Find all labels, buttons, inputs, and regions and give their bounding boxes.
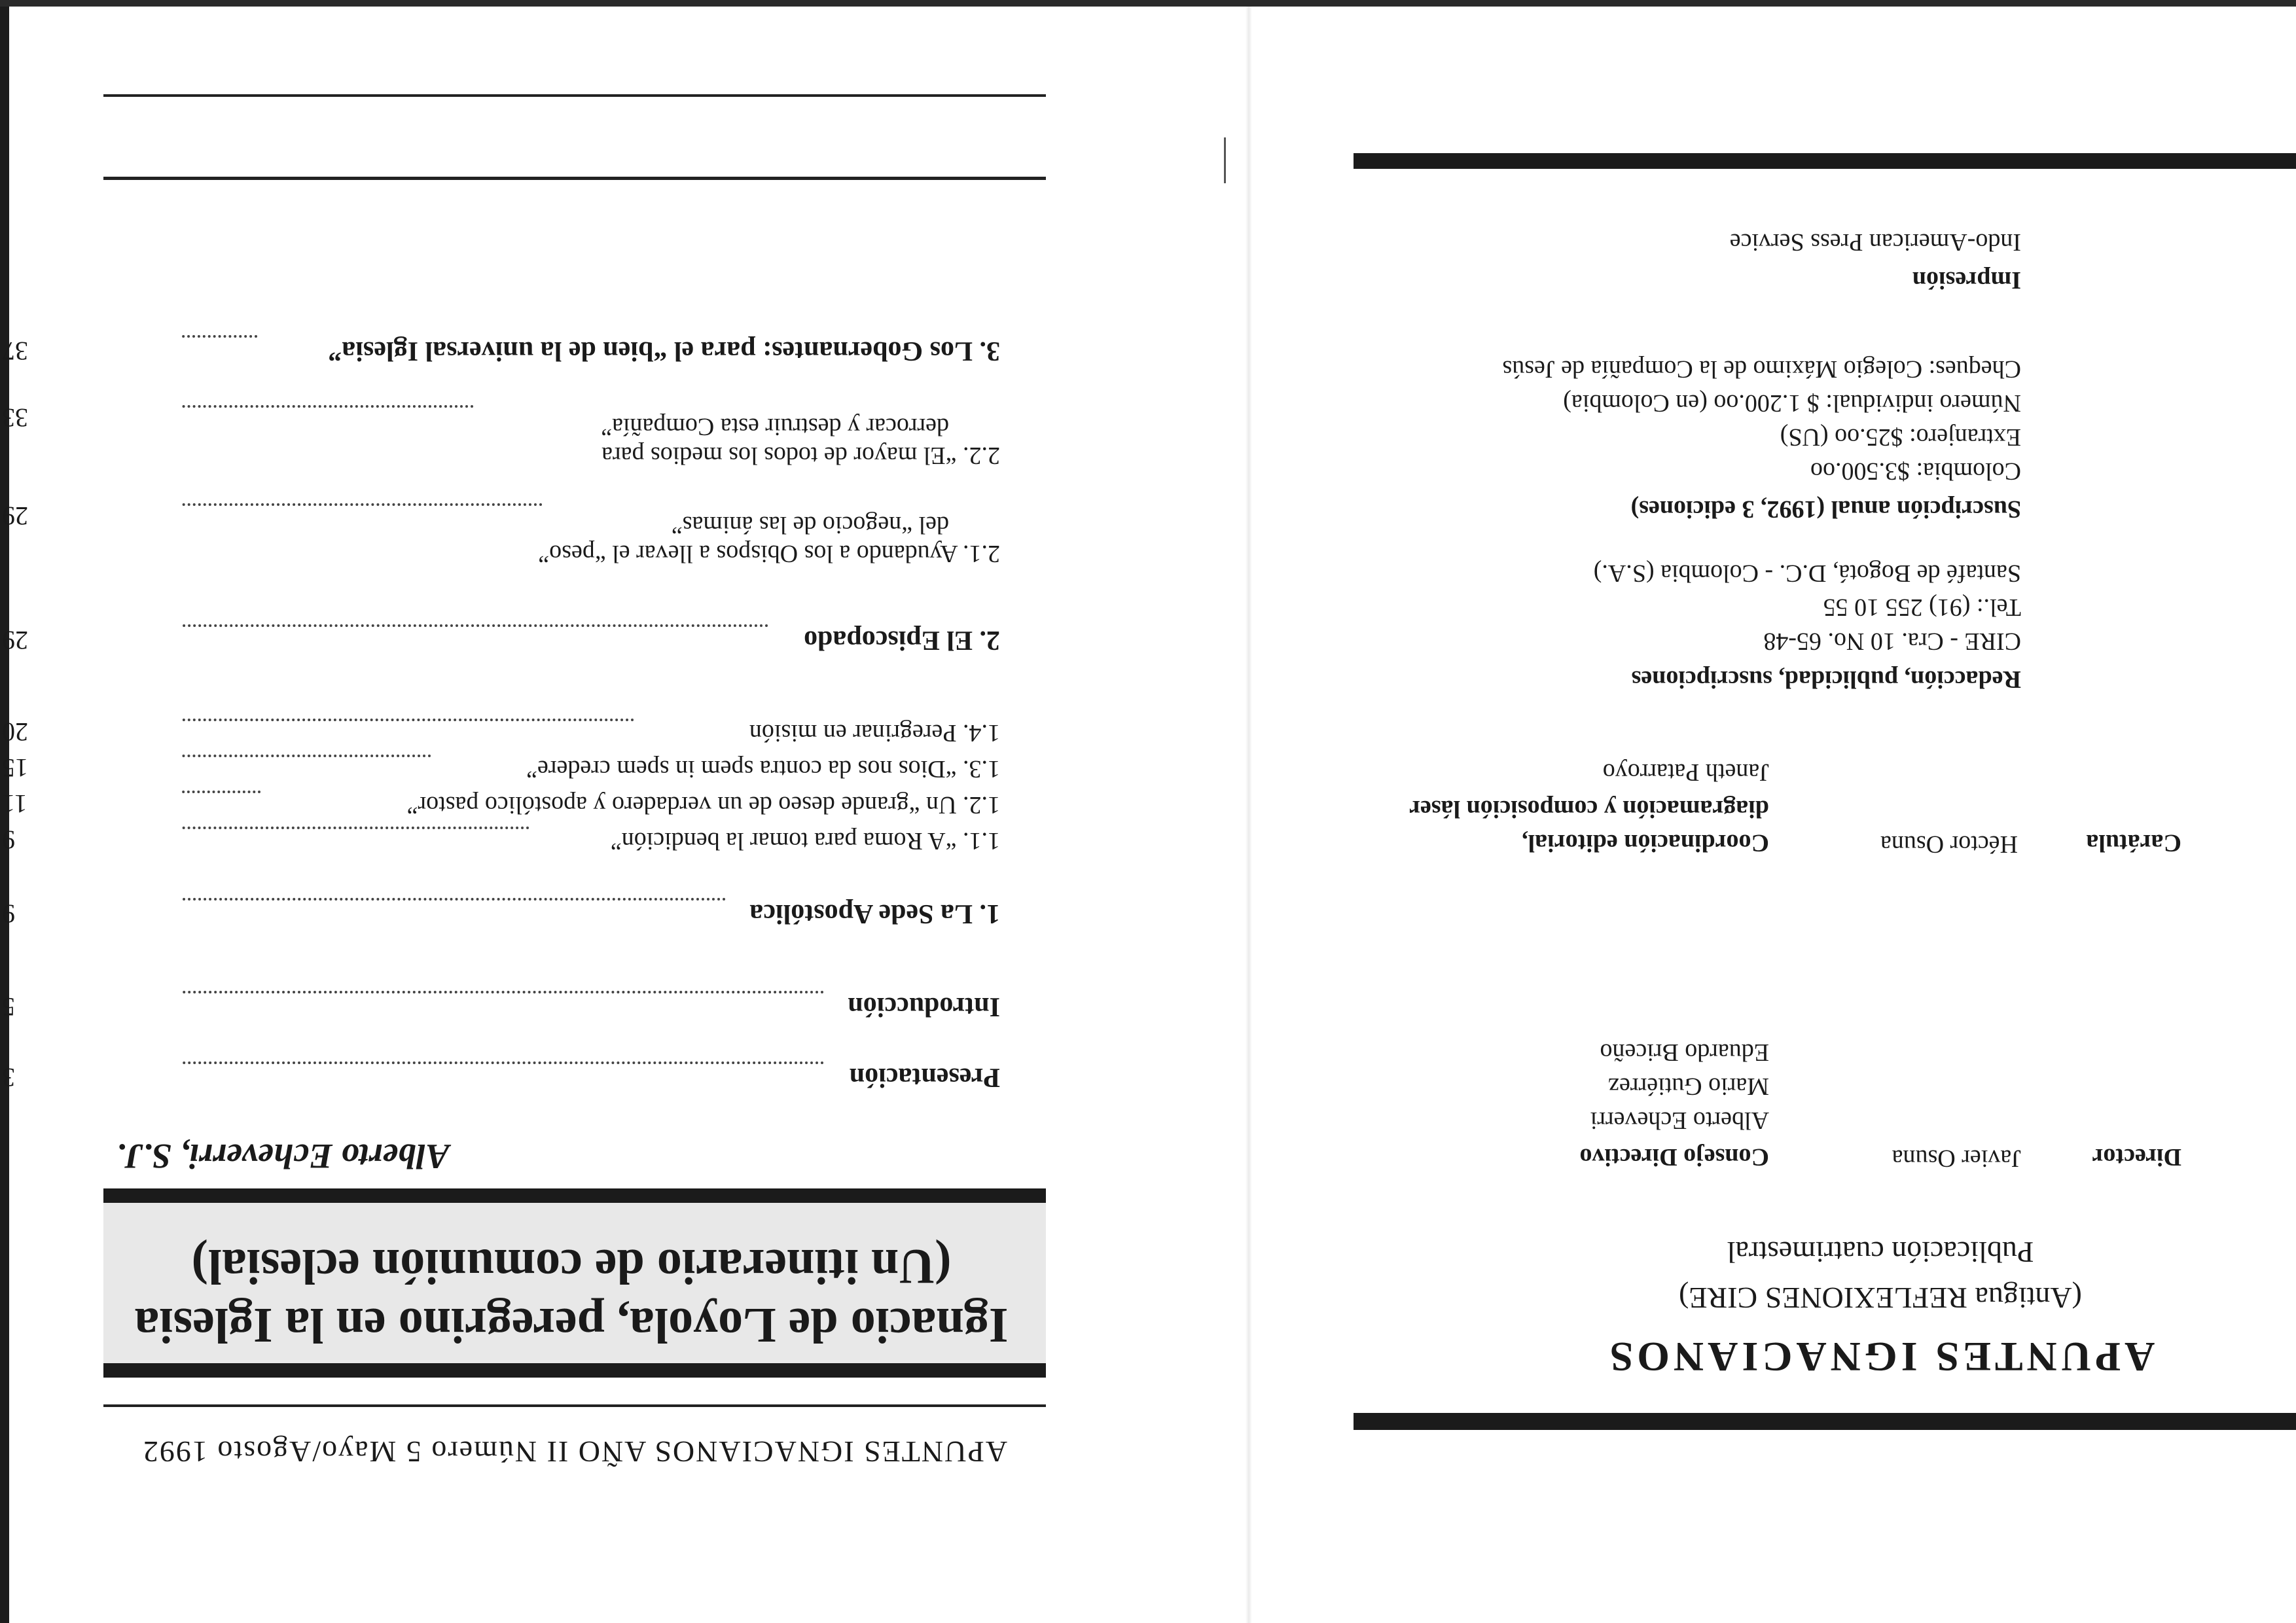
header-rule <box>103 1404 1046 1407</box>
toc-entry: 1. La Sede Apostólica <box>749 899 1000 929</box>
coordinacion-label-line2: diagramación y composición láser <box>1409 795 1769 823</box>
toc-entry-line1: 2.2. “El mayor de todos los medios para <box>601 442 1000 469</box>
toc-entry: 2. El Episcopado <box>804 625 1000 655</box>
toc-leader <box>182 405 473 408</box>
toc-leader <box>182 624 768 627</box>
toc-entry: 1.3. “Dios nos da contra spem in spem credere” <box>526 755 1000 783</box>
toc-entry-line2: derrocar y destruir esta Compañía” <box>601 413 949 440</box>
title-bottom-bar <box>103 1188 1046 1203</box>
impresion-value: Indo-American Press Service <box>1729 228 2021 256</box>
toc-page-number: 33 <box>2 403 28 433</box>
director-name: Javier Osuna <box>1892 1145 2021 1172</box>
toc-page-number: 3 <box>2 1063 15 1092</box>
suscripcion-label: Suscripción anual (1992, 3 ediciones) <box>1630 495 2021 523</box>
city-line: Santafé de Bogotá, D.C. - Colombia (S.A.) <box>1593 560 2021 587</box>
toc-entry-line2: del “negocio de las ánimas” <box>671 511 949 539</box>
toc-entry: 1.2. Un “grande deseo de un verdadero y apostólico pastor” <box>406 791 1000 819</box>
price-line: Extranjero: $25.oo (US) <box>1780 423 2021 451</box>
coordinacion-name: Janeth Patarroyo <box>1602 758 1769 786</box>
toc-leader <box>182 755 431 757</box>
top-bar <box>1354 1413 2296 1430</box>
publication-frequency: Publicación cuatrimestral <box>1727 1236 2034 1269</box>
toc-entry-line1: 2.1. Ayudando a los Obispos a llevar el “peso” <box>538 540 1000 567</box>
toc-leader <box>182 991 823 993</box>
credits-page <box>1249 0 2296 1623</box>
toc-row[interactable] <box>2 816 1000 855</box>
toc-entry <box>601 412 1000 470</box>
toc-page-number: 11 <box>2 789 27 819</box>
toc-page-number: 29 <box>2 501 28 531</box>
coordinacion-label: Coordinación editorial, <box>1522 829 1769 857</box>
article-subtitle: (Un itinerario de comunión eclesial) <box>191 1239 952 1294</box>
toc-row[interactable] <box>2 744 1000 783</box>
consejo-label: Consejo Directivo <box>1579 1143 1769 1171</box>
toc-entry: 3. Los Gobernantes: para el “bien de la universal Iglesia” <box>328 336 1000 366</box>
toc-page-number: 9 <box>2 899 15 929</box>
toc-leader <box>182 791 260 793</box>
title-box <box>103 1203 1046 1363</box>
cheques-line: Cheques: Colegio Máximo de la Compañía de Jesús <box>1502 355 2021 383</box>
toc-leader <box>182 503 542 506</box>
gutter-mark <box>1224 137 1226 183</box>
toc-row[interactable] <box>2 890 1000 929</box>
toc-leader <box>182 898 725 901</box>
toc-page-number: 9 <box>2 825 15 855</box>
toc-leader <box>182 719 634 721</box>
toc-page-number: 29 <box>2 626 28 655</box>
redaccion-address <box>1594 556 2021 658</box>
issue-header: APUNTES IGNACIANOS AÑO II Número 5 Mayo/Agosto 1992 <box>141 1435 1008 1469</box>
toc-row[interactable] <box>2 398 1000 470</box>
consejo-member: Eduardo Briceño <box>1600 1039 1769 1066</box>
toc-row[interactable] <box>2 780 1000 819</box>
toc-row[interactable] <box>2 708 1000 747</box>
toc-entry: 1.4. Peregrinar en misión <box>749 719 1000 747</box>
toc-leader <box>182 1061 823 1064</box>
toc-entry <box>538 510 1000 568</box>
footer-rule-2 <box>103 94 1046 97</box>
article-author: Alberto Echeverri, S.J. <box>117 1137 450 1176</box>
consejo-member: Mario Gutiérrez <box>1608 1073 1769 1100</box>
article-title: Ignacio de Loyola, peregrino en la Iglesia <box>134 1298 1009 1353</box>
journal-subtitle: (Antigua REFLEXIONES CIRE) <box>1679 1281 2082 1315</box>
toc-leader <box>182 827 529 829</box>
consejo-members <box>1590 1035 1769 1137</box>
caratula-label: Carátula <box>2086 829 2181 857</box>
toc-entry: 1.1. “A Roma para tomar la bendición” <box>610 827 1000 855</box>
caratula-name: Héctor Osuna <box>1880 830 2018 858</box>
toc-row[interactable] <box>2 616 1000 656</box>
redaccion-label: Redacción, publicidad, suscripciones <box>1631 666 2021 693</box>
toc-page-number: 15 <box>2 753 28 783</box>
contents-page <box>0 0 1098 1623</box>
journal-title: APUNTES IGNACIANOS <box>1605 1334 2155 1380</box>
toc-page-number: 5 <box>2 992 15 1022</box>
toc-page-number: 37 <box>2 336 28 366</box>
toc-row[interactable] <box>2 983 1000 1022</box>
toc-leader <box>182 335 257 338</box>
toc-page-number: 20 <box>2 717 28 747</box>
footer-rule-1 <box>103 177 1046 180</box>
price-line: Número individual: $ 1.200.oo (en Colombia) <box>1563 389 2021 417</box>
consejo-member: Alberto Echeverri <box>1590 1107 1769 1134</box>
price-line: Colombia: $3.500.oo <box>1810 457 2021 485</box>
bottom-bar <box>1354 153 2296 169</box>
toc-row[interactable] <box>2 1054 1000 1093</box>
impresion-label: Impresión <box>1912 266 2021 294</box>
director-label: Director <box>2092 1143 2181 1171</box>
address-line: CIRE - Cra. 10 No. 65-48 <box>1763 628 2021 655</box>
toc-row[interactable] <box>2 496 1000 568</box>
title-top-bar <box>103 1363 1046 1378</box>
toc-entry: Presentación <box>849 1062 1000 1092</box>
phone-line: Tel.: (91) 255 10 55 <box>1823 594 2021 621</box>
suscripcion-prices <box>1502 352 2021 488</box>
toc-row[interactable] <box>2 327 1000 366</box>
toc-entry: Introducción <box>848 991 1000 1022</box>
